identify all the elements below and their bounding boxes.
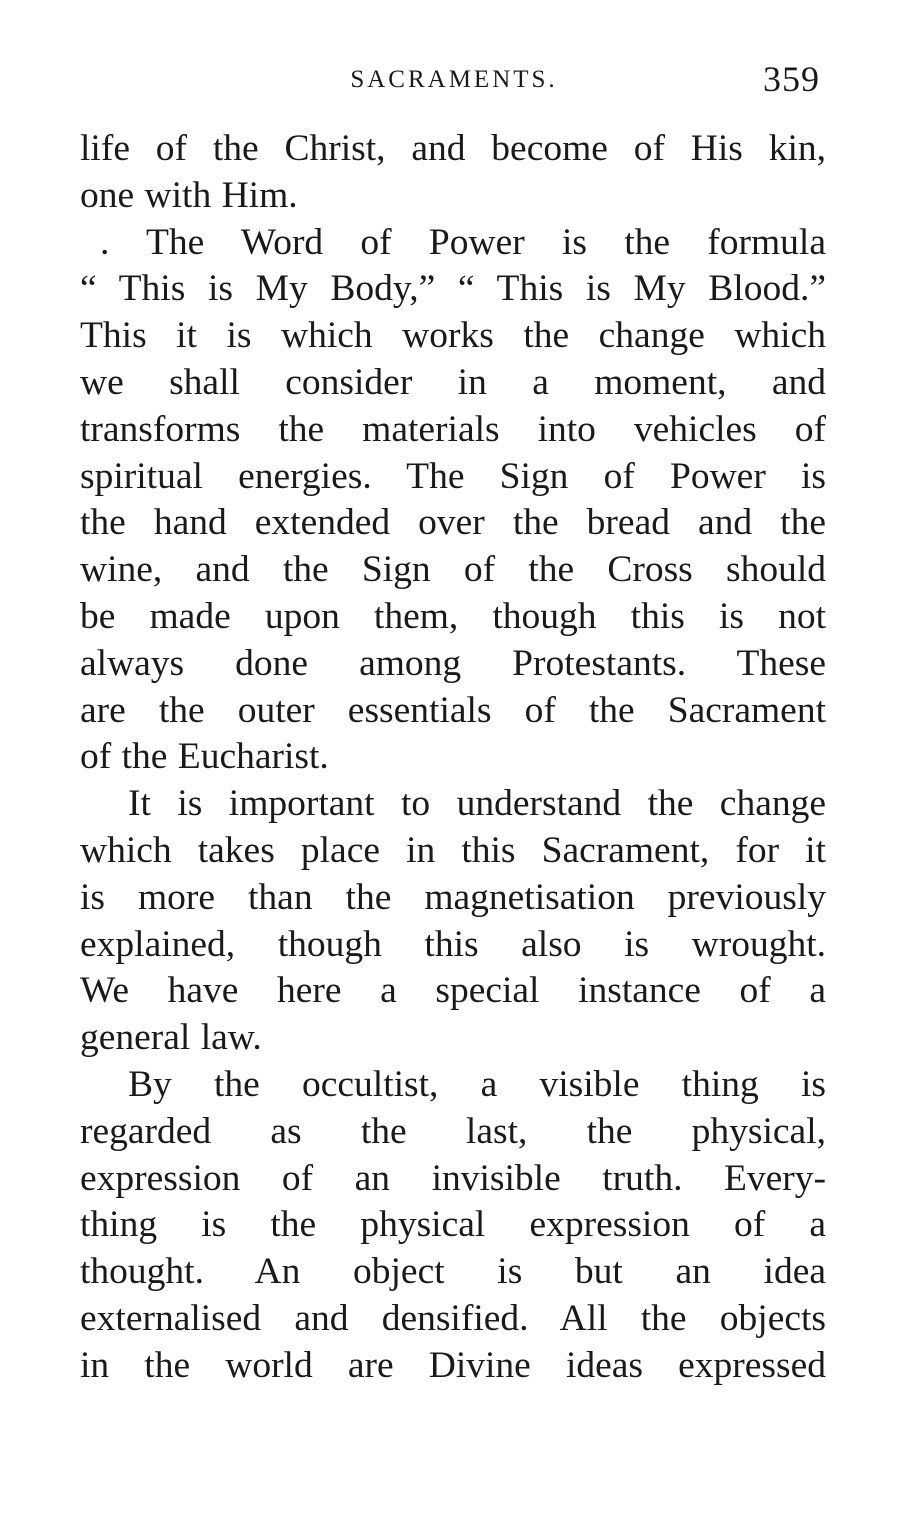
text-line: we shall consider in a moment, and [80,361,826,403]
page-number: 359 [763,59,820,99]
text-line: spiritual energies. The Sign of Power is [80,455,826,497]
text-line: one with Him. [80,174,298,216]
text-line: “ This is My Body,” “ This is My Blood.” [80,268,826,310]
text-line: in the world are Divine ideas expressed [80,1344,826,1386]
text-line: of the Eucharist. [80,736,329,778]
body-text [80,126,826,1390]
text-line: It is important to understand the change [128,783,826,825]
text-line: always done among Protestants. These [80,642,826,684]
text-line: is more than the magnetisation previously [80,876,826,918]
text-line: We have here a special instance of a [80,970,826,1012]
text-line: transforms the materials into vehicles of [80,408,826,450]
text-line: life of the Christ, and become of His kin, [80,128,826,169]
text-line: are the outer essentials of the Sacrament [80,689,826,731]
text-line: thought. An object is but an idea [80,1251,826,1293]
text-line: wine, and the Sign of the Cross should [80,549,826,591]
text-line: This it is which works the change which [80,315,826,357]
paragraph-2 [80,220,826,782]
text-line: regarded as the last, the physical, [80,1110,826,1152]
text-line: . The Word of Power is the formula [100,221,826,263]
header-title: SACRAMENTS. [350,66,558,93]
paragraph-1 [80,126,826,220]
text-line: the hand extended over the bread and the [80,502,826,544]
text-line: By the occultist, a visible thing is [128,1063,826,1105]
text-line: thing is the physical expression of a [80,1204,826,1246]
paragraph-4 [80,1062,826,1390]
text-line: expression of an invisible truth. Every- [80,1157,826,1199]
text-line: explained, though this also is wrought. [80,923,826,965]
text-line: be made upon them, though this is not [80,595,826,637]
text-line: externalised and densified. All the objects [80,1297,826,1339]
paragraph-3 [80,781,826,1062]
text-line: general law. [80,1017,262,1059]
text-line: which takes place in this Sacrament, for it [80,829,826,871]
running-header [78,58,830,108]
